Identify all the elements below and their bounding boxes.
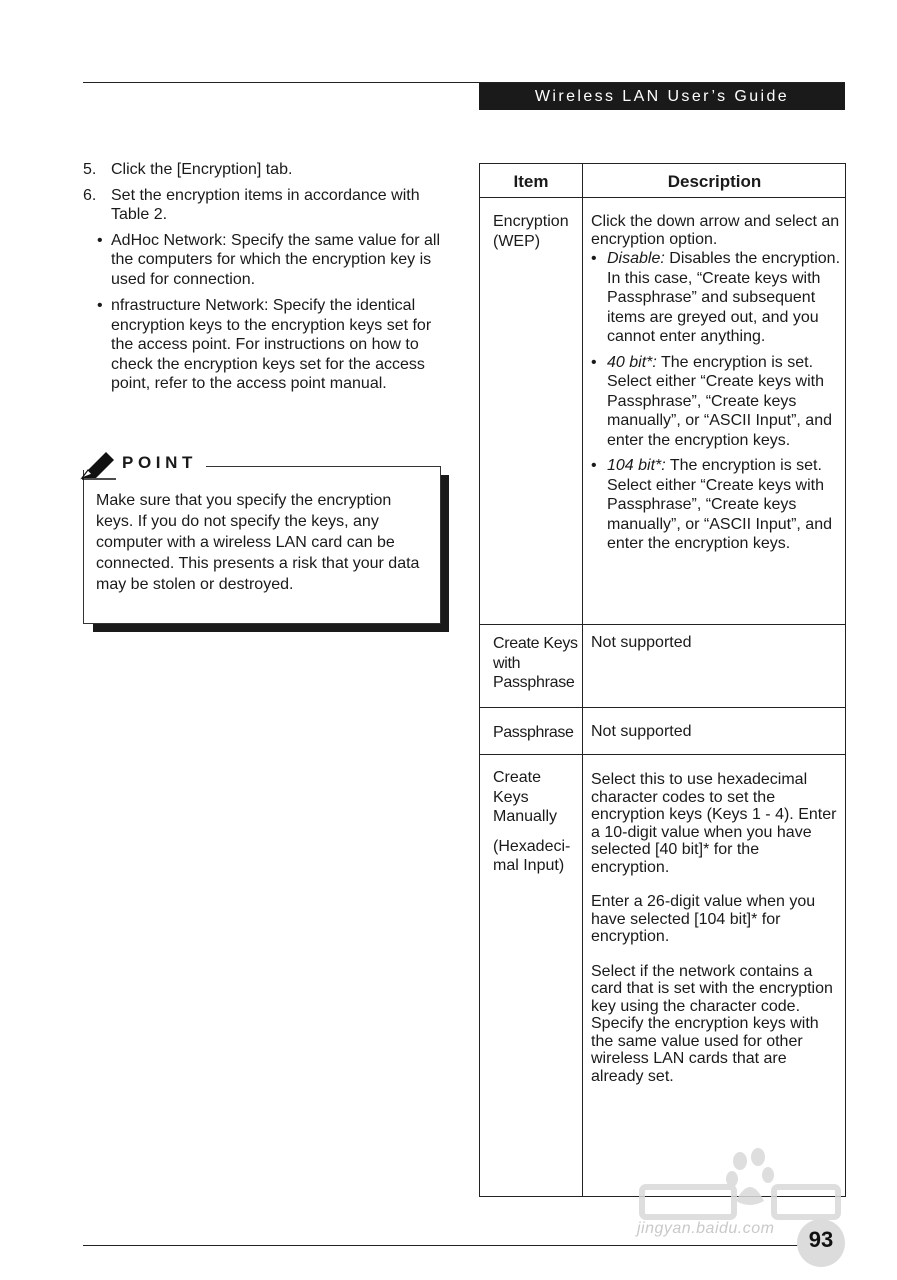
bullet-text: nfrastructure Network: Specify the identical encryption keys to the encryption keys set for the access point. For instructions on how to check the encryption keys set for the access point, refer to the access point manual. [111, 297, 432, 392]
encryption-intro: Click the down arrow and select an encryption option. [591, 213, 840, 248]
network-bullet-list [97, 231, 453, 394]
row-divider [480, 197, 845, 198]
instruction-steps [83, 160, 453, 401]
point-title: POINT [122, 453, 197, 472]
item-create-keys-manually [493, 768, 579, 876]
step-text: Set the encryption items in accordance with Table 2. [111, 186, 420, 223]
option-disable [591, 249, 841, 347]
encryption-table [479, 163, 846, 1197]
encryption-options [591, 249, 841, 554]
option-text [607, 353, 841, 451]
option-desc: The encryption is set. Select either “Create keys with Passphrase”, “Create keys manually”, or “ASCII Input”, and enter the encryption keys. [607, 353, 832, 449]
desc-create-keys-passphrase: Not supported [591, 634, 692, 651]
bullet-infrastructure [97, 296, 453, 394]
item-passphrase: Passphrase [493, 724, 574, 741]
running-header: Wireless LAN User’s Guide [479, 83, 845, 110]
desc-paragraph-2: Enter a 26-digit value when you have selected [104 bit]* for encryption. [591, 893, 816, 945]
desc-create-keys-manually [591, 771, 841, 1085]
bullet-mark: • [591, 250, 597, 267]
step-6 [83, 186, 453, 225]
option-text [607, 456, 841, 554]
step-text: Click the [Encryption] tab. [111, 161, 293, 178]
option-label: Disable: [607, 250, 665, 267]
option-text [607, 249, 841, 347]
row-divider [480, 624, 845, 625]
header-description: Description [667, 172, 762, 191]
pencil-icon [80, 448, 120, 482]
watermark-url: jingyan.baidu.com [637, 1220, 775, 1237]
column-divider [582, 164, 583, 1196]
item-label: Create Keys Manually [493, 769, 558, 825]
option-desc: The encryption is set. Select either “Create keys with Passphrase”, “Create keys manually”, or “ASCII Input”, and enter the encryption keys. [607, 457, 832, 552]
desc-encryption [591, 213, 841, 554]
bullet-mark: • [591, 353, 597, 371]
point-text: Make sure that you specify the encryption keys. If you do not specify the keys, any computer with a wireless LAN card can be connected. This presents a risk that your data may be stolen or destroyed. [96, 492, 420, 593]
desc-passphrase: Not supported [591, 723, 692, 740]
bullet-mark: • [97, 231, 103, 249]
step-number: 6. [83, 186, 97, 204]
bullet-text: AdHoc Network: Specify the same value for all the computers for which the encryption key is used for connection. [111, 231, 441, 288]
desc-paragraph-3: Select if the network contains a card that is set with the encryption key using the character code. Specify the encryption keys with the same value used for other wireless LAN cards that are already set. [591, 962, 833, 1085]
item-create-keys-passphrase: Create Keys with Passphrase [493, 635, 578, 691]
option-40bit [591, 353, 841, 451]
option-label: 40 bit*: [607, 353, 657, 371]
step-5 [83, 160, 453, 180]
item-encryption: Encryption (WEP) [493, 213, 569, 250]
row-divider [480, 707, 845, 708]
item-note: (Hexadeci-mal Input) [493, 837, 571, 874]
bullet-adhoc [97, 231, 453, 290]
desc-paragraph-1: Select this to use hexadecimal character codes to set the encryption keys (Keys 1 - 4). Enter a 10-digit value when you have selected [40 bit]* for the encryption. [591, 771, 837, 876]
page-number: 93 [808, 1227, 834, 1252]
option-desc: Disables the encryption. In this case, “Create keys with Passphrase” and subsequent items are greyed out, and you cannot enter anything. [607, 250, 841, 345]
header-item: Item [513, 172, 549, 191]
step-number: 5. [83, 161, 97, 178]
bullet-mark: • [97, 297, 103, 314]
option-104bit [591, 456, 841, 554]
bullet-mark: • [591, 457, 597, 474]
footer-rule [83, 1245, 813, 1246]
option-label: 104 bit*: [607, 457, 666, 474]
row-divider [480, 754, 845, 755]
